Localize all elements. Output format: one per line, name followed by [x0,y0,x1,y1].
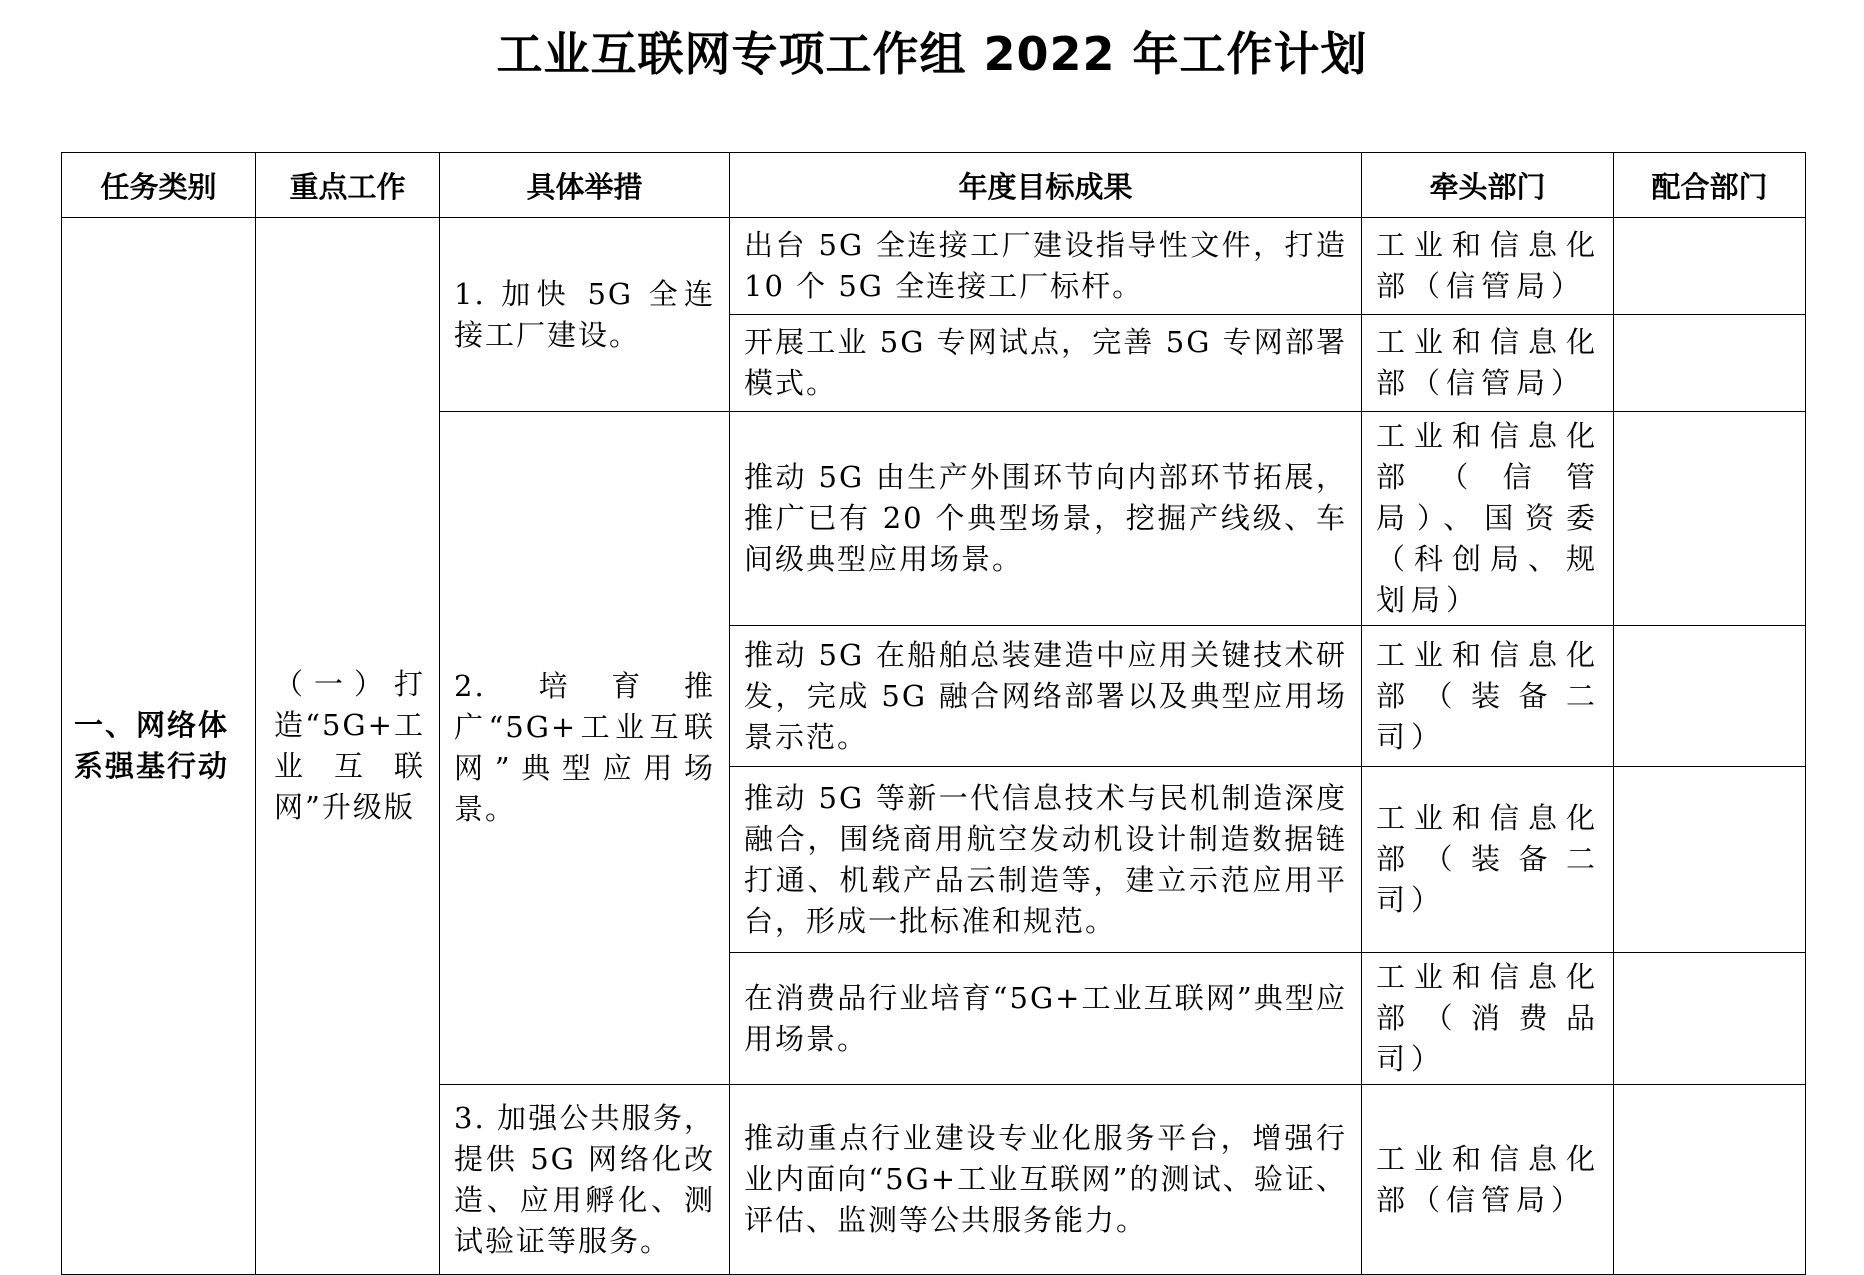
measure-text: 1. 加快 5G 全连接工厂建设。 [454,276,715,352]
goal-cell [730,626,1362,767]
header-goal: 年度目标成果 [730,153,1362,218]
header-lead: 牵头部门 [1362,153,1614,218]
table-header-row [62,153,1806,218]
support-cell [1614,218,1806,315]
lead-text: 工业和信息化部（装备二司） [1376,801,1601,917]
goal-text: 推动 5G 等新一代信息技术与民机制造深度融合，围绕商用航空发动机设计制造数据链打通、机载产品云制造等，建立示范应用平台，形成一批标准和规范。 [744,780,1347,938]
measure-text: 2. 培育推广“5G+工业互联网”典型应用场景。 [454,669,715,826]
work-plan-table [61,152,1806,1275]
lead-text: 工业和信息化部（消费品司） [1376,960,1601,1076]
lead-cell [1362,767,1614,953]
goal-text: 推动 5G 在船舶总装建造中应用关键技术研发，完成 5G 融合网络部署以及典型应用场景示范。 [744,637,1347,754]
goal-cell [730,1085,1362,1275]
page-title: 工业互联网专项工作组 2022 年工作计划 [496,27,1368,81]
measure-cell [440,218,730,412]
measure-cell [440,1085,730,1275]
category-cell [62,218,256,1275]
goal-cell [730,412,1362,626]
header-measure: 具体举措 [440,153,730,218]
support-cell [1614,626,1806,767]
lead-text: 工业和信息化部（信管局） [1376,228,1601,303]
header-focus: 重点工作 [256,153,440,218]
support-cell [1614,315,1806,412]
measure-text: 3. 加强公共服务，提供 5G 网络化改造、应用孵化、测试验证等服务。 [454,1100,715,1258]
goal-text: 推动重点行业建设专业化服务平台，增强行业内面向“5G+工业互联网”的测试、验证、评估、监测等公共服务能力。 [744,1121,1347,1237]
category-text: 一、网络体系强基行动 [74,708,230,783]
focus-text: （一）打造“5G+工业互联网”升级版 [274,667,425,824]
goal-cell [730,953,1362,1085]
support-cell [1614,1085,1806,1275]
goal-cell [730,218,1362,315]
lead-cell [1362,315,1614,412]
lead-text: 工业和信息化部（信管局） [1376,325,1601,400]
goal-cell [730,767,1362,953]
lead-text: 工业和信息化部（信管局） [1376,1141,1601,1217]
support-cell [1614,767,1806,953]
lead-cell [1362,218,1614,315]
lead-text: 工业和信息化部（装备二司） [1376,637,1601,754]
goal-text: 推动 5G 由生产外围环节向内部环节拓展，推广已有 20 个典型场景，挖掘产线级、车间级典型应用场景。 [744,460,1347,576]
support-cell [1614,953,1806,1085]
table-row [62,218,1806,315]
header-category: 任务类别 [62,153,256,218]
goal-cell [730,315,1362,412]
support-cell [1614,412,1806,626]
header-support: 配合部门 [1614,153,1806,218]
lead-text: 工业和信息化部（信管局）、国资委（科创局、规划局） [1376,419,1601,617]
lead-cell [1362,412,1614,626]
lead-cell [1362,1085,1614,1275]
goal-text: 开展工业 5G 专网试点，完善 5G 专网部署模式。 [744,325,1347,400]
goal-text: 在消费品行业培育“5G+工业互联网”典型应用场景。 [744,980,1347,1056]
lead-cell [1362,626,1614,767]
lead-cell [1362,953,1614,1085]
goal-text: 出台 5G 全连接工厂建设指导性文件，打造 10 个 5G 全连接工厂标杆。 [744,228,1347,303]
focus-cell [256,218,440,1275]
measure-cell [440,412,730,1085]
